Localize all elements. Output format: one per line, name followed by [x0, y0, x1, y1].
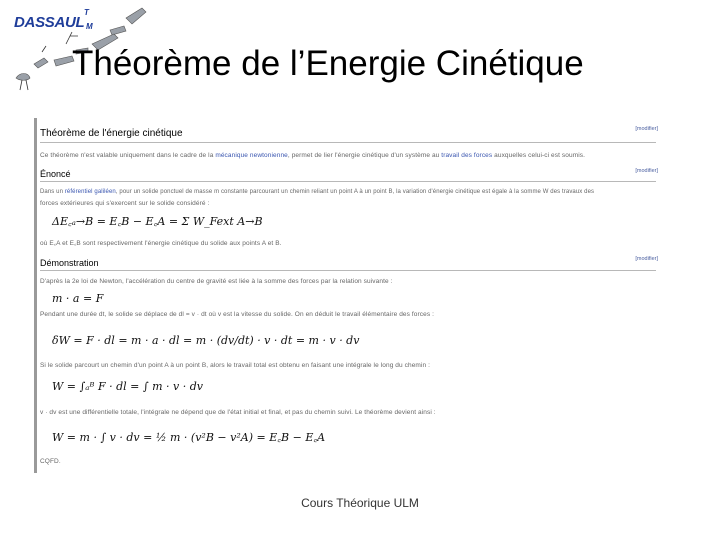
enonce-heading: Énoncé — [40, 169, 71, 179]
demo-text-cqfd: CQFD. — [40, 458, 61, 465]
wiki-heading: Théorème de l'énergie cinétique — [40, 128, 183, 139]
formula-elementary-work: δW = F · dl = m · a · dl = m · (dv/dt) · v · dt = m · v · dv — [52, 334, 360, 347]
demo-text-line4: v · dv est une différentielle totale, l'intégrale ne dépend que de l'état initial et final, et pas du chemin suivi. Le théorème devient ainsi : — [40, 409, 436, 416]
divider — [40, 181, 656, 182]
wiki-screenshot-panel — [34, 118, 662, 473]
divider — [40, 142, 656, 143]
link-referentiel-galileen[interactable]: référentiel galiléen — [64, 189, 116, 195]
formula-theorem: W = m · ∫ v · dv = ½ m · (v²B − v²A) = E꜀B − E꜀A — [52, 431, 326, 444]
edit-link[interactable]: [modifier] — [635, 168, 658, 174]
slide-title: Théorème de l’Energie Cinétique — [72, 44, 584, 83]
link-travail-des-forces[interactable]: travail des forces — [441, 152, 493, 159]
intro-text: Ce théorème n'est valable uniquement dans le cadre de la mécanique newtonienne, permet de lier l'énergie cinétique d'un système au travail des forces auxquelles celui-ci est soumis. — [40, 152, 586, 159]
logo-sup-t: T — [84, 8, 89, 17]
formula-energy-variation: ΔE꜀ₐ→B = E꜀B − E꜀A = Σ W_Fext A→B — [52, 215, 263, 228]
demo-heading: Démonstration — [40, 258, 99, 268]
enonce-text-line3: où E꜀A et E꜀B sont respectivement l'énergie cinétique du solide aux points A et B. — [40, 240, 282, 247]
enonce-text-line2: forces extérieures qui s'exercent sur le solide considéré : — [40, 200, 210, 207]
logo-wordmark: DASSAUL — [14, 14, 85, 31]
link-mecanique-newtonienne[interactable]: mécanique newtonienne — [215, 152, 288, 159]
logo-sup-m: M — [86, 22, 93, 31]
formula-newton: m · a = F — [52, 292, 104, 305]
slide-footer: Cours Théorique ULM — [301, 496, 419, 510]
demo-text-line3: Si le solide parcourt un chemin d'un point A à un point B, alors le travail total est obtenu en faisant une intégrale le long du chemin : — [40, 362, 431, 369]
formula-total-work: W = ∫ₐᴮ F · dl = ∫ m · v · dv — [52, 380, 203, 393]
edit-link[interactable]: [modifier] — [635, 256, 658, 262]
enonce-text: Dans un référentiel galiléen, pour un solide ponctuel de masse m constante parcourant un chemin reliant un point A à un point B, la variation d'énergie cinétique est égale à la somme W des travaux des — [40, 189, 595, 195]
divider — [40, 270, 656, 271]
edit-link[interactable]: [modifier] — [635, 126, 658, 132]
demo-text-line2: Pendant une durée dt, le solide se déplace de dl = v · dt où v est la vitesse du solide. On en déduit le travail élémentaire des forces : — [40, 311, 434, 318]
demo-text-line1: D'après la 2e loi de Newton, l'accélération du centre de gravité est liée à la somme des forces par la relation suivante : — [40, 278, 393, 285]
